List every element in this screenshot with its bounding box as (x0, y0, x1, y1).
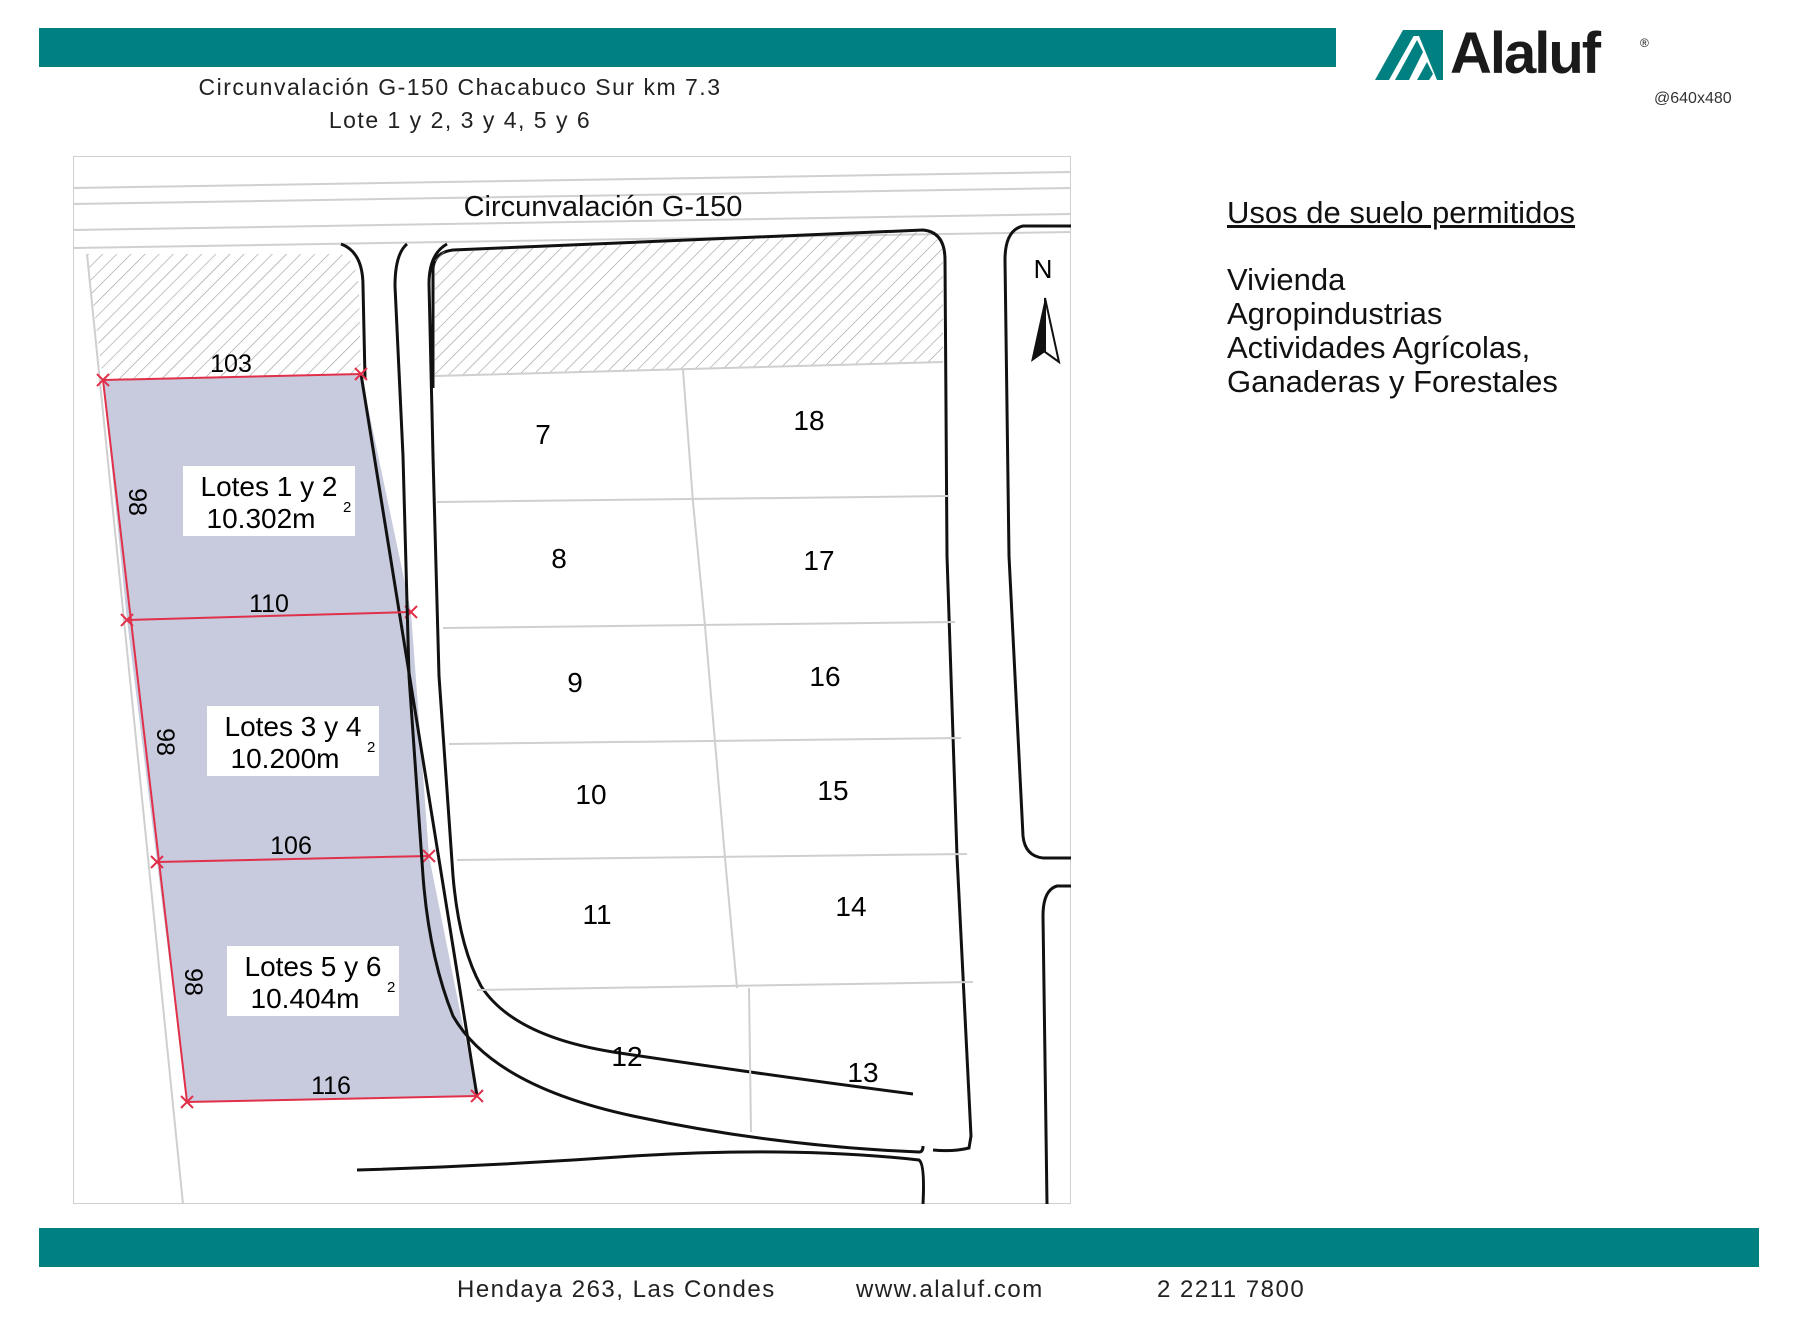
dim-side-2: 98 (151, 728, 179, 756)
lot-1-2-area: 10.302m (206, 503, 316, 534)
dim-mid2: 106 (270, 832, 312, 860)
location-title: Circunvalación G-150 Chacabuco Sur km 7.3 (198, 74, 722, 100)
lot-number: 7 (535, 419, 551, 450)
resolution-note: @640x480 (1654, 90, 1732, 107)
lot-3-4-area-unit: 2 (367, 739, 376, 756)
lot-number: 16 (809, 661, 841, 692)
lot-number: 12 (611, 1041, 643, 1072)
registered-mark: ® (1640, 36, 1649, 50)
dim-side-3: 98 (179, 968, 207, 996)
lot-3-4-area: 10.200m (230, 743, 340, 774)
footer-website-link[interactable]: www.alaluf.com (856, 1276, 1044, 1303)
lot-number: 10 (575, 779, 607, 810)
lot-number: 11 (582, 899, 612, 930)
use-item: Vivienda (1227, 262, 1346, 297)
use-item: Ganaderas y Forestales (1227, 364, 1558, 399)
road-label: Circunvalación G-150 (463, 191, 743, 223)
footer-phone: 2 2211 7800 (1157, 1276, 1306, 1303)
dim-side-1: 98 (123, 488, 151, 516)
lot-5-6-area: 10.404m (250, 983, 360, 1014)
top-banner-bar (39, 28, 1336, 67)
bottom-banner-bar (39, 1228, 1759, 1267)
north-label: N (1033, 254, 1053, 284)
brand-name: Alaluf (1450, 21, 1600, 86)
lots-subtitle: Lote 1 y 2, 3 y 4, 5 y 6 (328, 107, 592, 133)
use-item: Agropindustrias (1227, 296, 1443, 331)
lot-1-2-title: Lotes 1 y 2 (200, 471, 338, 502)
lot-1-2-area-unit: 2 (343, 499, 352, 516)
lot-number: 8 (551, 543, 567, 574)
lot-number: 9 (567, 667, 583, 698)
lot-5-6-title: Lotes 5 y 6 (244, 951, 382, 982)
lot-5-6-area-unit: 2 (387, 979, 396, 996)
lot-number: 13 (847, 1057, 879, 1088)
lot-map (73, 156, 1071, 1204)
uses-list (1227, 263, 1558, 399)
lot-3-4-title: Lotes 3 y 4 (224, 711, 362, 742)
footer-address: Hendaya 263, Las Condes (457, 1276, 776, 1303)
use-item: Actividades Agrícolas, (1227, 330, 1531, 365)
uses-title: Usos de suelo permitidos (1227, 195, 1576, 230)
lot-number: 18 (793, 405, 825, 436)
lot-number: 14 (835, 891, 867, 922)
lot-number: 15 (817, 775, 849, 806)
dim-mid1: 110 (249, 590, 289, 618)
dim-top: 103 (210, 350, 252, 378)
dim-bottom: 116 (311, 1072, 351, 1100)
lot-number: 17 (803, 545, 835, 576)
